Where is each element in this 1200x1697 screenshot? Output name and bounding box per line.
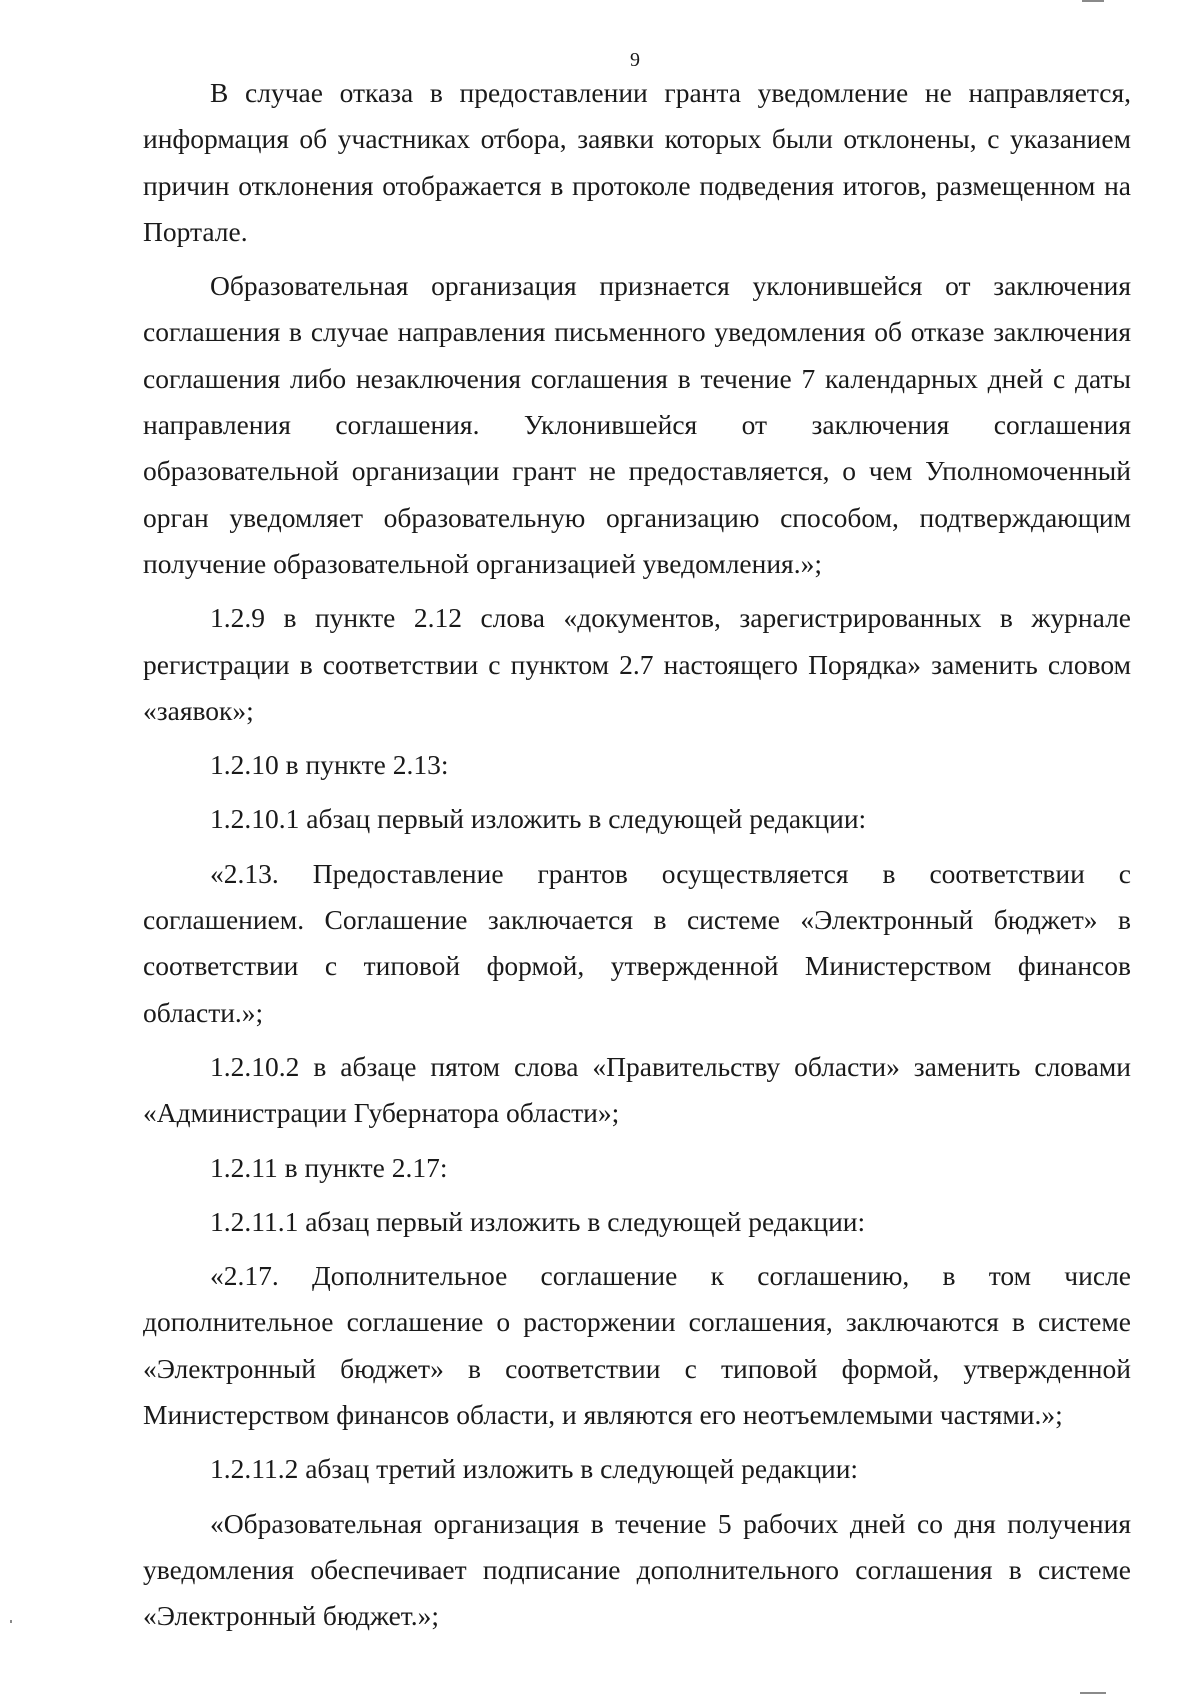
paragraph-clause-signing: «Образовательная организация в течение 5 рабочих дней со дня получения уведомления обеспечивает подписание дополнительного соглашения в системе «Электронный бюджет.»; (143, 1507, 1131, 1632)
scan-artifact-bottom-right (1080, 1692, 1106, 1694)
paragraph-item-1-2-11-1: 1.2.11.1 абзац первый изложить в следующей редакции: (210, 1205, 866, 1237)
paragraph-clause-2-13: «2.13. Предоставление грантов осуществляется в соответствии с соглашением. Соглашение заключается в системе «Электронный бюджет» в соответствии с типовой формой, утвержденной Министерством финансов области.»; (143, 857, 1131, 1028)
paragraph-item-1-2-10-1: 1.2.10.1 абзац первый изложить в следующей редакции: (210, 803, 867, 835)
document-body (143, 70, 1131, 1640)
paragraph-clause-2-17: «2.17. Дополнительное соглашение к соглашению, в том числе дополнительное соглашение о расторжении соглашения, заключаются в системе «Электронный бюджет» в соответствии с типовой формой, утвержденной Министерством финансов области, и являются его неотъемлемыми частями.»; (143, 1260, 1131, 1431)
paragraph-item-1-2-11-2: 1.2.11.2 абзац третий изложить в следующей редакции: (210, 1453, 859, 1485)
scan-artifact-bottom-left (10, 1620, 12, 1623)
paragraph-item-1-2-10: 1.2.10 в пункте 2.13: (210, 749, 449, 781)
paragraph-refusal-notice: В случае отказа в предоставлении гранта уведомление не направляется, информация об участниках отбора, заявки которых были отклонены, с указанием причин отклонения отображается в протоколе подведения итогов, размещенном на Портале. (143, 77, 1131, 247)
page-number: 9 (630, 49, 640, 71)
paragraph-item-1-2-11: 1.2.11 в пункте 2.17: (210, 1151, 448, 1183)
paragraph-evasion-clause: Образовательная организация признается уклонившейся от заключения соглашения в случае направления письменного уведомления об отказе заключения соглашения либо незаключения соглашения в течение 7 календарных дней с даты направления соглашения. Уклонившейся от заключения соглашения образовательной организации грант не предоставляется, о чем Уполномоченный орган уведомляет образовательную организацию способом, подтверждающим получение образовательной организацией уведомления.»; (143, 270, 1131, 579)
paragraph-item-1-2-9: 1.2.9 в пункте 2.12 слова «документов, зарегистрированных в журнале регистрации в соответствии с пунктом 2.7 настоящего Порядка» заменить словом «заявок»; (143, 602, 1131, 726)
scan-artifact-top-right (1082, 0, 1104, 2)
paragraph-item-1-2-10-2: 1.2.10.2 в абзаце пятом слова «Правительству области» заменить словами «Администрации Губернатора области»; (143, 1050, 1131, 1129)
